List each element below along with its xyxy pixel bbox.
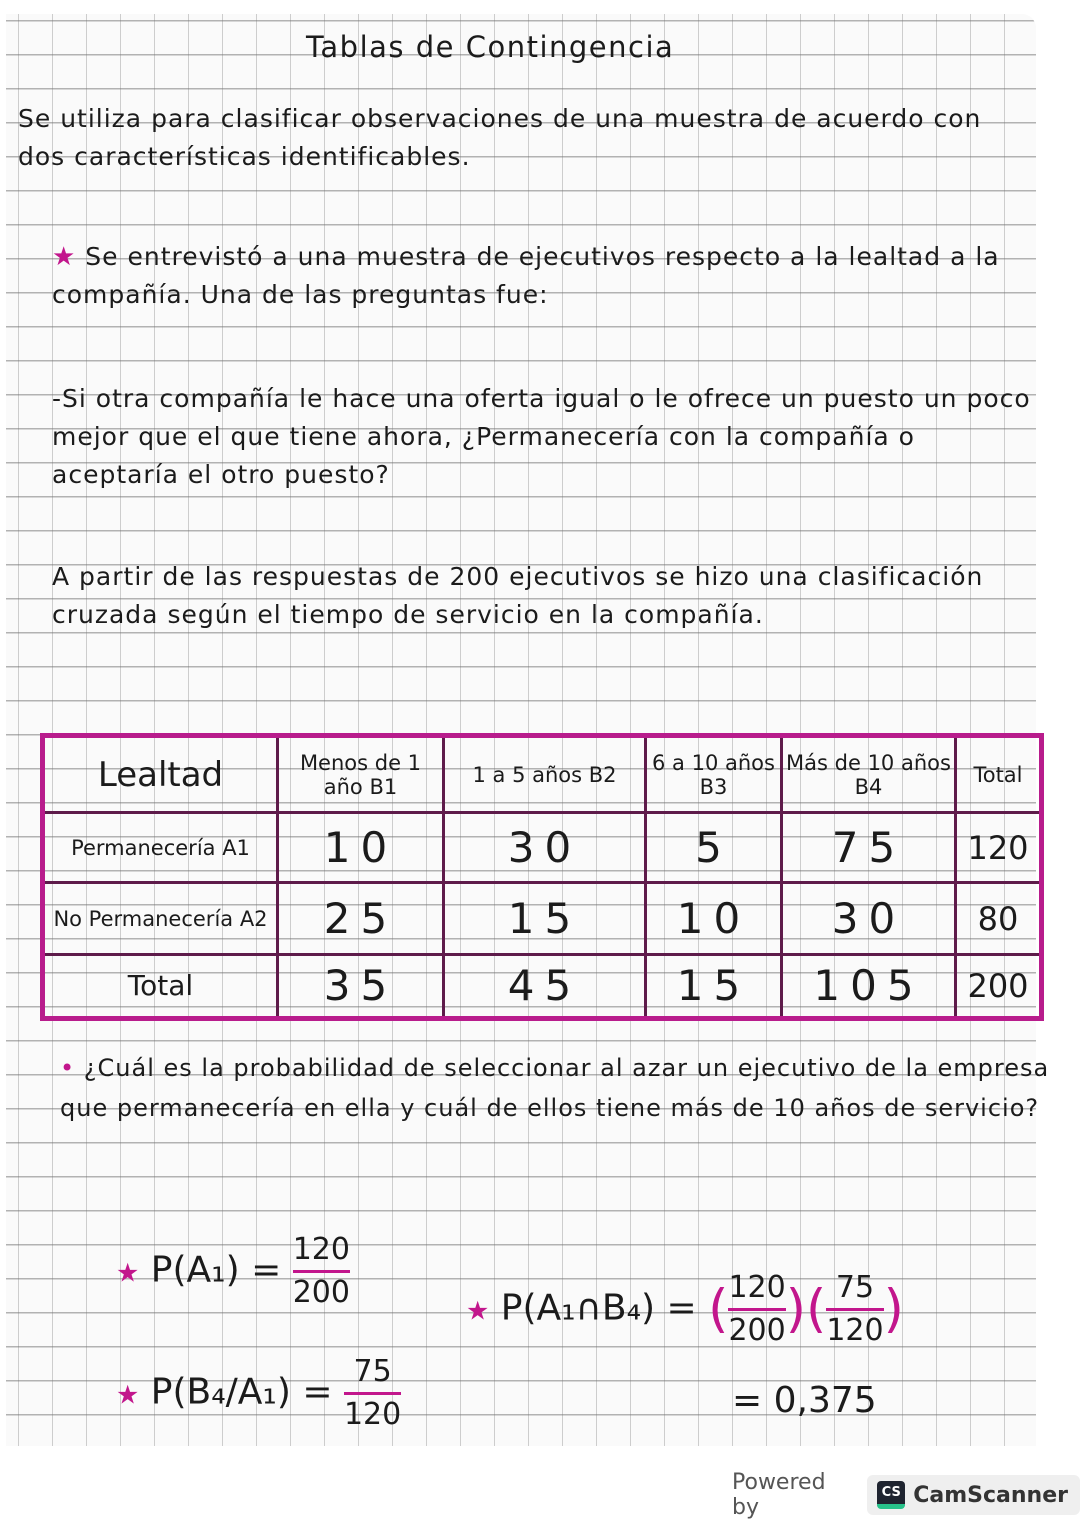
row-label-a1: Permanecería A1 <box>45 814 279 884</box>
table-cell: 15 <box>445 884 647 956</box>
table-cell: 75 <box>783 814 957 884</box>
survey-question-text: -Si otra compañía le hace una oferta igual o le ofrece un puesto un poco mejor que el que tiene ahora, ¿Permanecería con la compañía o aceptaría el otro puesto? <box>52 384 1031 489</box>
bullet-icon: • <box>60 1054 76 1082</box>
intro-body: Se entrevistó a una muestra de ejecutivos respecto a la lealtad a la compañía. Una de las preguntas fue: <box>52 242 1000 309</box>
table-cell: 10 <box>279 814 445 884</box>
table-cell: 30 <box>445 814 647 884</box>
formula-result: = 0,375 <box>732 1380 877 1421</box>
problem-question <box>60 1048 1050 1128</box>
star-icon: ★ <box>466 1296 490 1327</box>
camscanner-logo-icon: CS <box>877 1481 905 1509</box>
table-cell-total: 120 <box>957 814 1039 884</box>
table-header-total: Total <box>957 738 1039 814</box>
camscanner-badge <box>867 1475 1080 1515</box>
contingency-table <box>40 733 1044 1021</box>
notebook-page <box>6 14 1050 1446</box>
context-text: A partir de las respuestas de 200 ejecutivos se hizo una clasificación cruzada según el tiempo de servicio en la compañía. <box>52 562 984 629</box>
definition-text: Se utiliza para clasificar observaciones de una muestra de acuerdo con dos características identificables. <box>18 104 982 171</box>
row-label-total: Total <box>45 956 279 1016</box>
table-cell-total: 80 <box>957 884 1039 956</box>
table-header-b1: Menos de 1 año B1 <box>279 738 445 814</box>
star-icon: ★ <box>52 242 77 272</box>
powered-by-text: Powered by <box>732 1470 826 1520</box>
table-header-b2: 1 a 5 años B2 <box>445 738 647 814</box>
table-cell: 15 <box>647 956 783 1016</box>
intro-text <box>52 238 1022 314</box>
page-title: Tablas de Contingencia <box>306 30 675 64</box>
table-header-b4: Más de 10 años B4 <box>783 738 957 814</box>
table-cell: 45 <box>445 956 647 1016</box>
camscanner-name: CamScanner <box>913 1482 1068 1508</box>
table-cell: 105 <box>783 956 957 1016</box>
formula-p-b4-given-a1: ★ P(B₄/A₁) = $\frac{75}{120}$ <box>116 1354 402 1432</box>
problem-text: ¿Cuál es la probabilidad de seleccionar al azar un ejecutivo de la empresa que permanecería en ella y cuál de ellos tiene más de 10 años de servicio? <box>60 1054 1050 1122</box>
table-cell: 25 <box>279 884 445 956</box>
table-cell-grand-total: 200 <box>967 967 1029 1005</box>
camscanner-footer <box>732 1470 1080 1520</box>
table-cell: 5 <box>647 814 783 884</box>
formula-p-a1: ★ P(A₁) = $\frac{120}{200}$ <box>116 1232 350 1310</box>
table-cell: 30 <box>783 884 957 956</box>
star-icon: ★ <box>116 1258 140 1289</box>
table-cell: 10 <box>647 884 783 956</box>
table-cell: 35 <box>279 956 445 1016</box>
row-label-a2: No Permanecería A2 <box>45 884 279 956</box>
star-icon: ★ <box>116 1380 140 1411</box>
table-header-b3: 6 a 10 años B3 <box>647 738 783 814</box>
formula-p-a1-and-b4: ★ P(A₁∩B₄) = ( $\frac{120}{200}$ )( $\frac{75}{120}$ ) <box>466 1270 904 1348</box>
table-header-lealtad: Lealtad <box>45 738 279 814</box>
